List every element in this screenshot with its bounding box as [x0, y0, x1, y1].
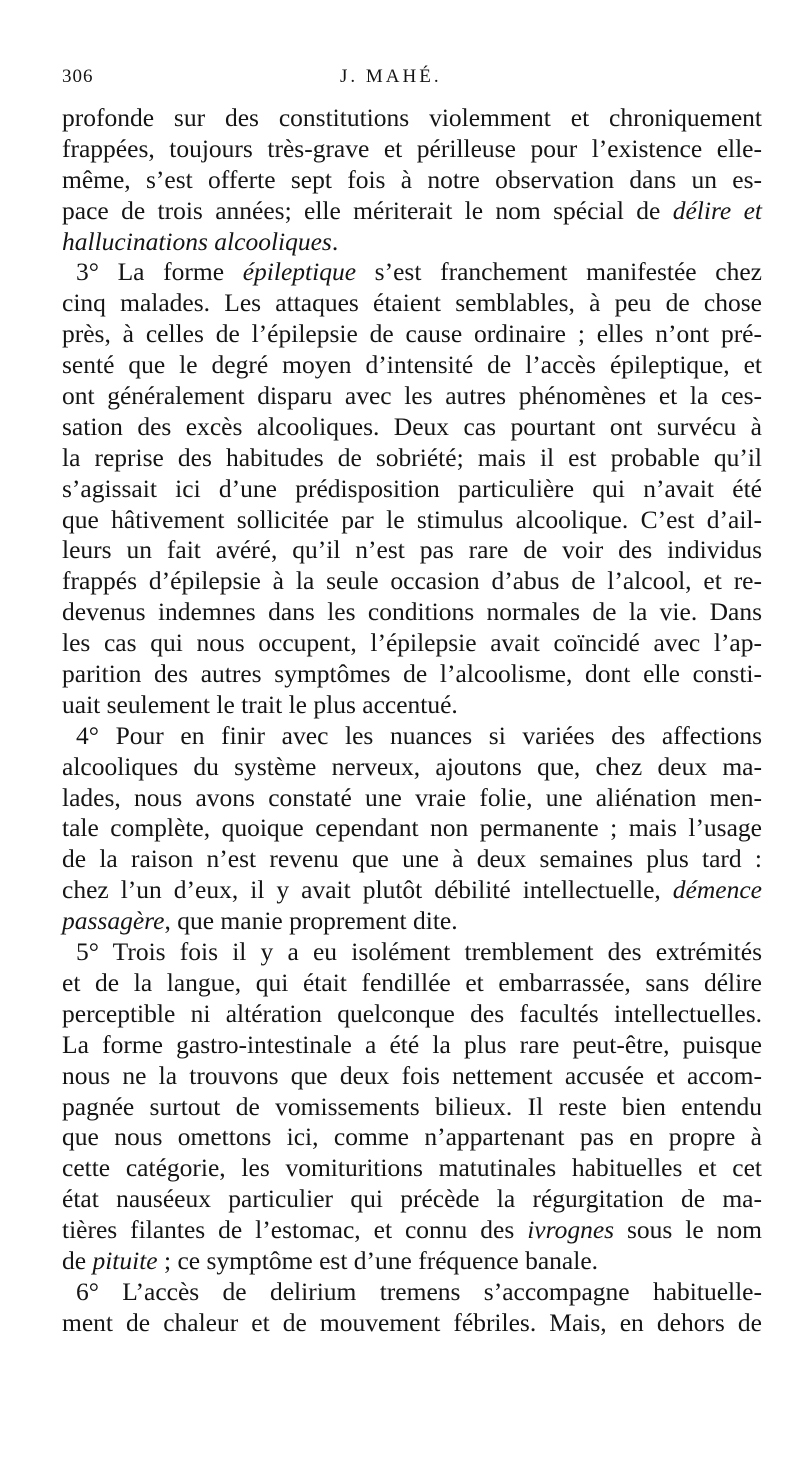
text-line: tières filantes de l’estomac, et connu des ivrognes sous le nom — [62, 1215, 762, 1245]
text-line: près, à celles de l’épilepsie de cause ordinaire ; elles n’ont pré- — [62, 319, 762, 349]
italic-term: hallucinations alcooliques — [62, 226, 332, 256]
text-line: la reprise des habitudes de sobriété; mais il est probable qu’il — [62, 442, 762, 472]
text-line: pace de trois années; elle mériterait le nom spécial de délire et — [62, 195, 762, 225]
text-line: de la raison n’est revenu que une à deux semaines plus tard : — [62, 844, 762, 874]
text-line: profonde sur des constitutions violemment et chroniquement — [62, 103, 762, 132]
body-text — [62, 103, 762, 1339]
paragraph-start-4: 4° Pour en finir avec les nuances si variées des affections — [76, 720, 762, 750]
text-line: devenus indemnes dans les conditions normales de la vie. Dans — [62, 597, 762, 627]
text-line: lades, nous avons constaté une vraie folie, une aliénation men- — [62, 782, 762, 812]
text-line: les cas qui nous occupent, l’épilepsie avait coïncidé avec l’ap- — [62, 628, 762, 658]
text-line: état nauséeux particulier qui précède la régurgitation de ma- — [62, 1184, 762, 1214]
text-line: ment de chaleur et de mouvement fébriles. Mais, en dehors de — [62, 1307, 762, 1337]
text-line: chez l’un d’eux, il y avait plutôt débilité intellectuelle, démence — [62, 875, 762, 905]
paragraph-start-3: 3° La forme épileptique s’est franchement manifestée chez — [76, 257, 762, 287]
text-line: senté que le degré moyen d’intensité de l’accès épileptique, et — [62, 350, 762, 380]
text-line: alcooliques du système nerveux, ajoutons que, chez deux ma- — [62, 751, 762, 781]
italic-term: épileptique — [242, 257, 357, 287]
text-line: tale complète, quoique cependant non permanente ; mais l’usage — [62, 813, 762, 843]
text-line: hallucinations alcooliques. — [62, 226, 339, 256]
text-line: nous ne la trouvons que deux fois nettement accusée et accom- — [62, 1060, 762, 1090]
paragraph-start-5: 5° Trois fois il y a eu isolément tremblement des extrémités — [76, 937, 762, 967]
italic-term: passagère — [62, 906, 165, 936]
italic-term: délire et — [672, 195, 762, 225]
page-header — [62, 66, 762, 92]
text-line: parition des autres symptômes de l’alcoolisme, dont elle consti- — [62, 659, 762, 689]
text-line: que nous omettons ici, comme n’appartenant pas en propre à — [62, 1122, 762, 1152]
running-head: J. MAHÉ. — [340, 66, 442, 87]
italic-term: ivrognes — [527, 1215, 615, 1245]
text-line: s’agissait ici d’une prédisposition particulière qui n’avait été — [62, 473, 762, 503]
text-line: même, s’est offerte sept fois à notre observation dans un es- — [62, 164, 762, 194]
page-number: 306 — [62, 66, 94, 87]
text-line: et de la langue, qui était fendillée et embarrassée, sans délire — [62, 967, 762, 997]
text-line: ont généralement disparu avec les autres phénomènes et la ces- — [62, 381, 762, 411]
italic-term: démence — [672, 875, 762, 905]
text-line: cette catégorie, les vomituritions matutinales habituelles et cet — [62, 1153, 762, 1183]
text-line: sation des excès alcooliques. Deux cas pourtant ont survécu à — [62, 411, 762, 441]
text-line: passagère, que manie proprement dite. — [62, 906, 458, 936]
text-line: frappées, toujours très-grave et périlleuse pour l’existence elle- — [62, 133, 762, 163]
text-line: uait seulement le trait le plus accentué. — [62, 689, 458, 719]
text-line: que hâtivement sollicitée par le stimulus alcoolique. C’est d’ail- — [62, 504, 762, 534]
text-line: de pituite ; ce symptôme est d’une fréquence banale. — [62, 1245, 599, 1275]
text-line: cinq malades. Les attaques étaient semblables, à peu de chose — [62, 288, 762, 318]
italic-term: pituite — [92, 1245, 158, 1275]
text-line: frappés d’épilepsie à la seule occasion d’abus de l’alcool, et re- — [62, 566, 762, 596]
text-line: La forme gastro-intestinale a été la plus rare peut-être, puisque — [62, 1029, 762, 1059]
paragraph-start-6: 6° L’accès de delirium tremens s’accompagne habituelle- — [76, 1276, 762, 1306]
text-line: pagnée surtout de vomissements bilieux. Il reste bien entendu — [62, 1091, 762, 1121]
text-line: leurs un fait avéré, qu’il n’est pas rare de voir des individus — [62, 535, 762, 565]
text-line: perceptible ni altération quelconque des facultés intellectuelles. — [62, 998, 762, 1028]
